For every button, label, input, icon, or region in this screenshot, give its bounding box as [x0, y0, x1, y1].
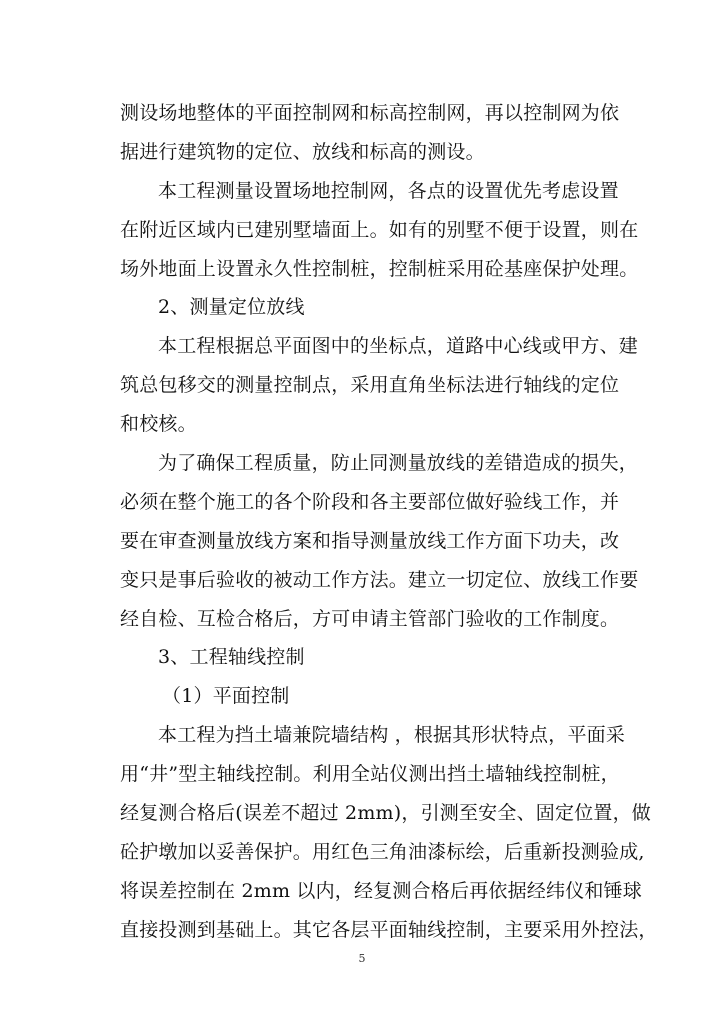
- paragraph-line: 用“井”型主轴线控制。利用全站仪测出挡土墙轴线控制桩，: [120, 763, 620, 786]
- paragraph-line: 本工程根据总平面图中的坐标点，道路中心线或甲方、建: [158, 335, 639, 358]
- paragraph-line: 和校核。: [120, 413, 197, 436]
- body-text: [120, 94, 658, 950]
- page-number: 5: [358, 952, 366, 965]
- paragraph-line: 测设场地整体的平面控制网和标高控制网，再以控制网为依: [120, 102, 620, 124]
- paragraph-line: 经自检、互检合格后，方可申请主管部门验收的工作制度。: [120, 607, 620, 630]
- subsection-heading: （1）平面控制: [162, 685, 290, 708]
- paragraph-line: 据进行建筑物的定位、放线和标高的测设。: [120, 140, 485, 163]
- paragraph-line: 本工程测量设置场地控制网，各点的设置优先考虑设置: [158, 179, 619, 202]
- paragraph-line: 在附近区域内已建别墅墙面上。如有的别墅不便于设置，则在: [120, 218, 639, 241]
- paragraph-line: 为了确保工程质量，防止同测量放线的差错造成的损失，: [158, 452, 639, 475]
- section-heading: 2、测量定位放线: [158, 296, 305, 319]
- paragraph-line: 变只是事后验收的被动工作方法。建立一切定位、放线工作要: [120, 568, 639, 591]
- paragraph-line: 本工程为挡土墙兼院墙结构 ，根据其形状特点，平面采: [158, 724, 626, 747]
- paragraph-line: 将误差控制在 2mm 以内，经复测合格后再依据经纬仪和锤球: [120, 879, 643, 902]
- paragraph-line: 场外地面上设置永久性控制桩，控制桩采用砼基座保护处理。: [120, 257, 639, 280]
- paragraph-line: 直接投测到基础上。其它各层平面轴线控制，主要采用外控法，: [120, 918, 658, 941]
- paragraph-line: 筑总包移交的测量控制点，采用直角坐标法进行轴线的定位: [120, 374, 620, 397]
- paragraph-line: 经复测合格后(误差不超过 2mm)，引测至安全、固定位置，做: [120, 802, 651, 825]
- paragraph-line: 必须在整个施工的各个阶段和各主要部位做好验线工作，并: [120, 490, 620, 513]
- paragraph-line: 砼护墩加以妥善保护。用红色三角油漆标绘，后重新投测验成,: [120, 840, 645, 863]
- paragraph-line: 要在审查测量放线方案和指导测量放线工作方面下功夫，改: [120, 529, 620, 552]
- section-heading: 3、工程轴线控制: [158, 646, 305, 669]
